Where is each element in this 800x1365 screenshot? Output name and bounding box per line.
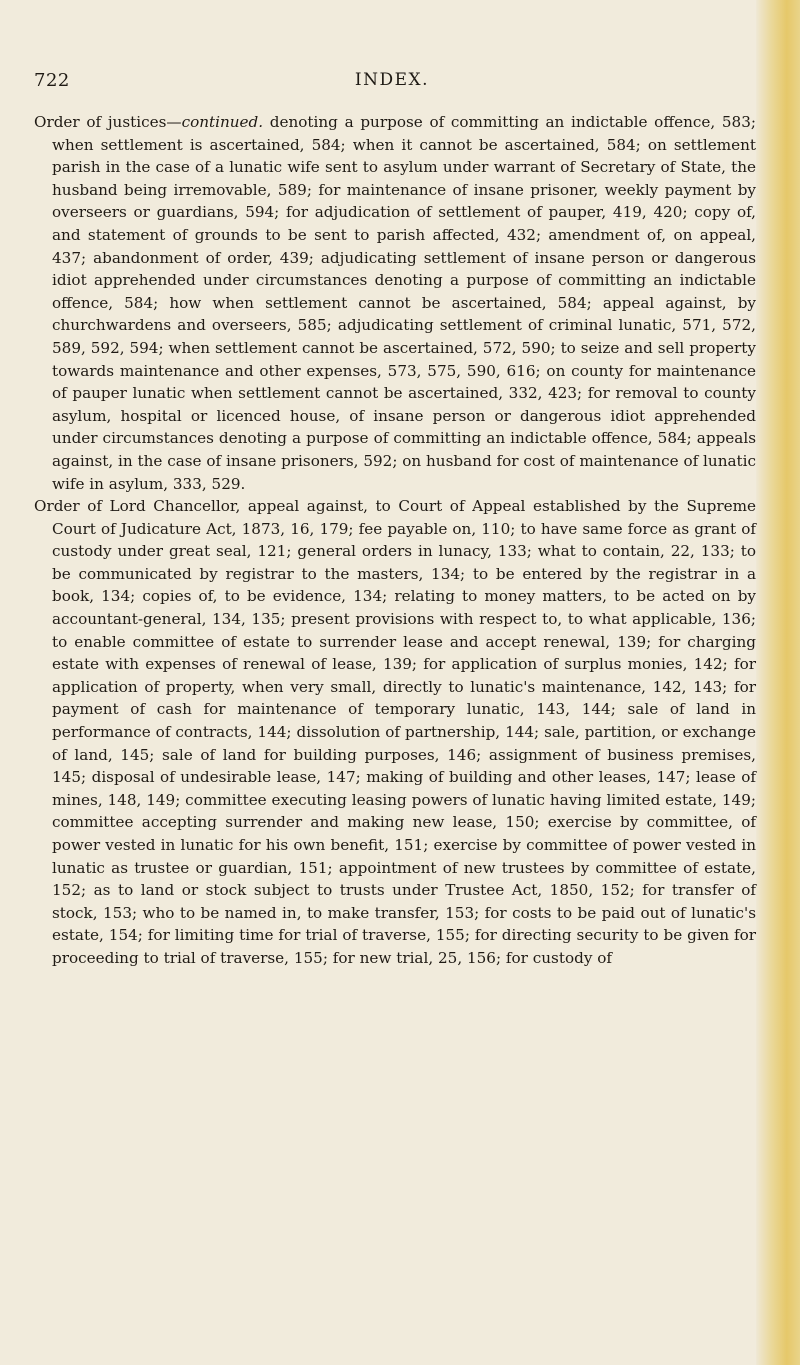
page-number: 722 <box>34 70 70 91</box>
entry-heading <box>34 113 263 131</box>
entry-body: denoting a purpose of committing an indictable offence, 583; when settlement is ascertained, 584; when it cannot be ascertained, 584; on settlement parish in the case of a lunatic wife sent to asylum under warrant of Secretary of State, the husband being irremovable, 589; for maintenance of insane prisoner, weekly payment by overseers or guardians, 594; for adjudication of settlement of pauper, 419, 420; copy of, and statement of grounds to be sent to parish affected, 432; amendment of, on appeal, 437; abandonment of order, 439; adjudicating settlement of insane person or dangerous idiot apprehended under circumstances denoting a purpose of committing an indictable offence, 584; how when settlement cannot be ascertained, 584; appeal against, by churchwardens and overseers, 585; adjudicating settlement of criminal lunatic, 571, 572, 589, 592, 594; when settlement cannot be ascertained, 572, 590; to seize and sell property towards maintenance and other expenses, 573, 575, 590, 616; on county for maintenance of pauper lunatic when settlement cannot be ascertained, 332, 423; for removal to county asylum, hospital or licenced house, of insane person or dangerous idiot apprehended under circumstances denoting a purpose of committing an indictable offence, 584; appeals against, in the case of insane prisoners, 592; on husband for cost of maintenance of lunatic wife in asylum, 333, 529. <box>52 113 757 493</box>
index-entry-order-of-justices <box>34 111 756 495</box>
index-content <box>34 111 756 970</box>
page-edge <box>756 0 800 1365</box>
entry-heading-continued: continued. <box>181 113 264 131</box>
entry-heading-text: Order of justices— <box>34 113 182 131</box>
index-entry-order-of-lord-chancellor <box>34 495 756 969</box>
entry-heading <box>34 497 240 515</box>
running-title: INDEX. <box>354 70 430 90</box>
page-header <box>34 70 750 96</box>
entry-heading-text: Order of Lord Chancellor, <box>34 497 241 516</box>
entry-body: appeal against, to Court of Appeal established by the Supreme Court of Judicature Act, 1873, 16, 179; fee payable on, 110; to have same force as grant of custody under great seal, 121; general orders in lunacy, 133; what to contain, 22, 133; to be communicated by registrar to the masters, 134; to be entered by the registrar in a book, 134; copies of, to be evidence, 134; relating to money matters, to be acted on by accountant-general, 134, 135; present provisions with respect to, to what applicable, 136; to enable committee of estate to surrender lease and accept renewal, 139; for charging estate with expenses of renewal of lease, 139; for application of surplus monies, 142; for application of property, when very small, directly to lunatic's maintenance, 142, 143; for payment of cash for maintenance of temporary lunatic, 143, 144; sale of land in performance of contracts, 144; dissolution of partnership, 144; sale, partition, or exchange of land, 145; sale of land for building purposes, 146; assignment of business premises, 145; disposal of undesirable lease, 147; making of building and other leases, 147; lease of mines, 148, 149; committee executing leasing powers of lunatic having limited estate, 149; committee accepting surrender and making new lease, 150; exercise by committee, of power vested in lunatic for his own benefit, 151; exercise by committee of power vested in lunatic as trustee or guardian, 151; appointment of new trustees by committee of estate, 152; as to land or stock subject to trusts under Trustee Act, 1850, 152; for transfer of stock, 153; who to be named in, to make transfer, 153; for costs to be paid out of lunatic's estate, 154; for limiting time for trial of traverse, 155; for directing security to be given for proceeding to trial of traverse, 155; for new trial, 25, 156; for custody of <box>52 497 756 967</box>
